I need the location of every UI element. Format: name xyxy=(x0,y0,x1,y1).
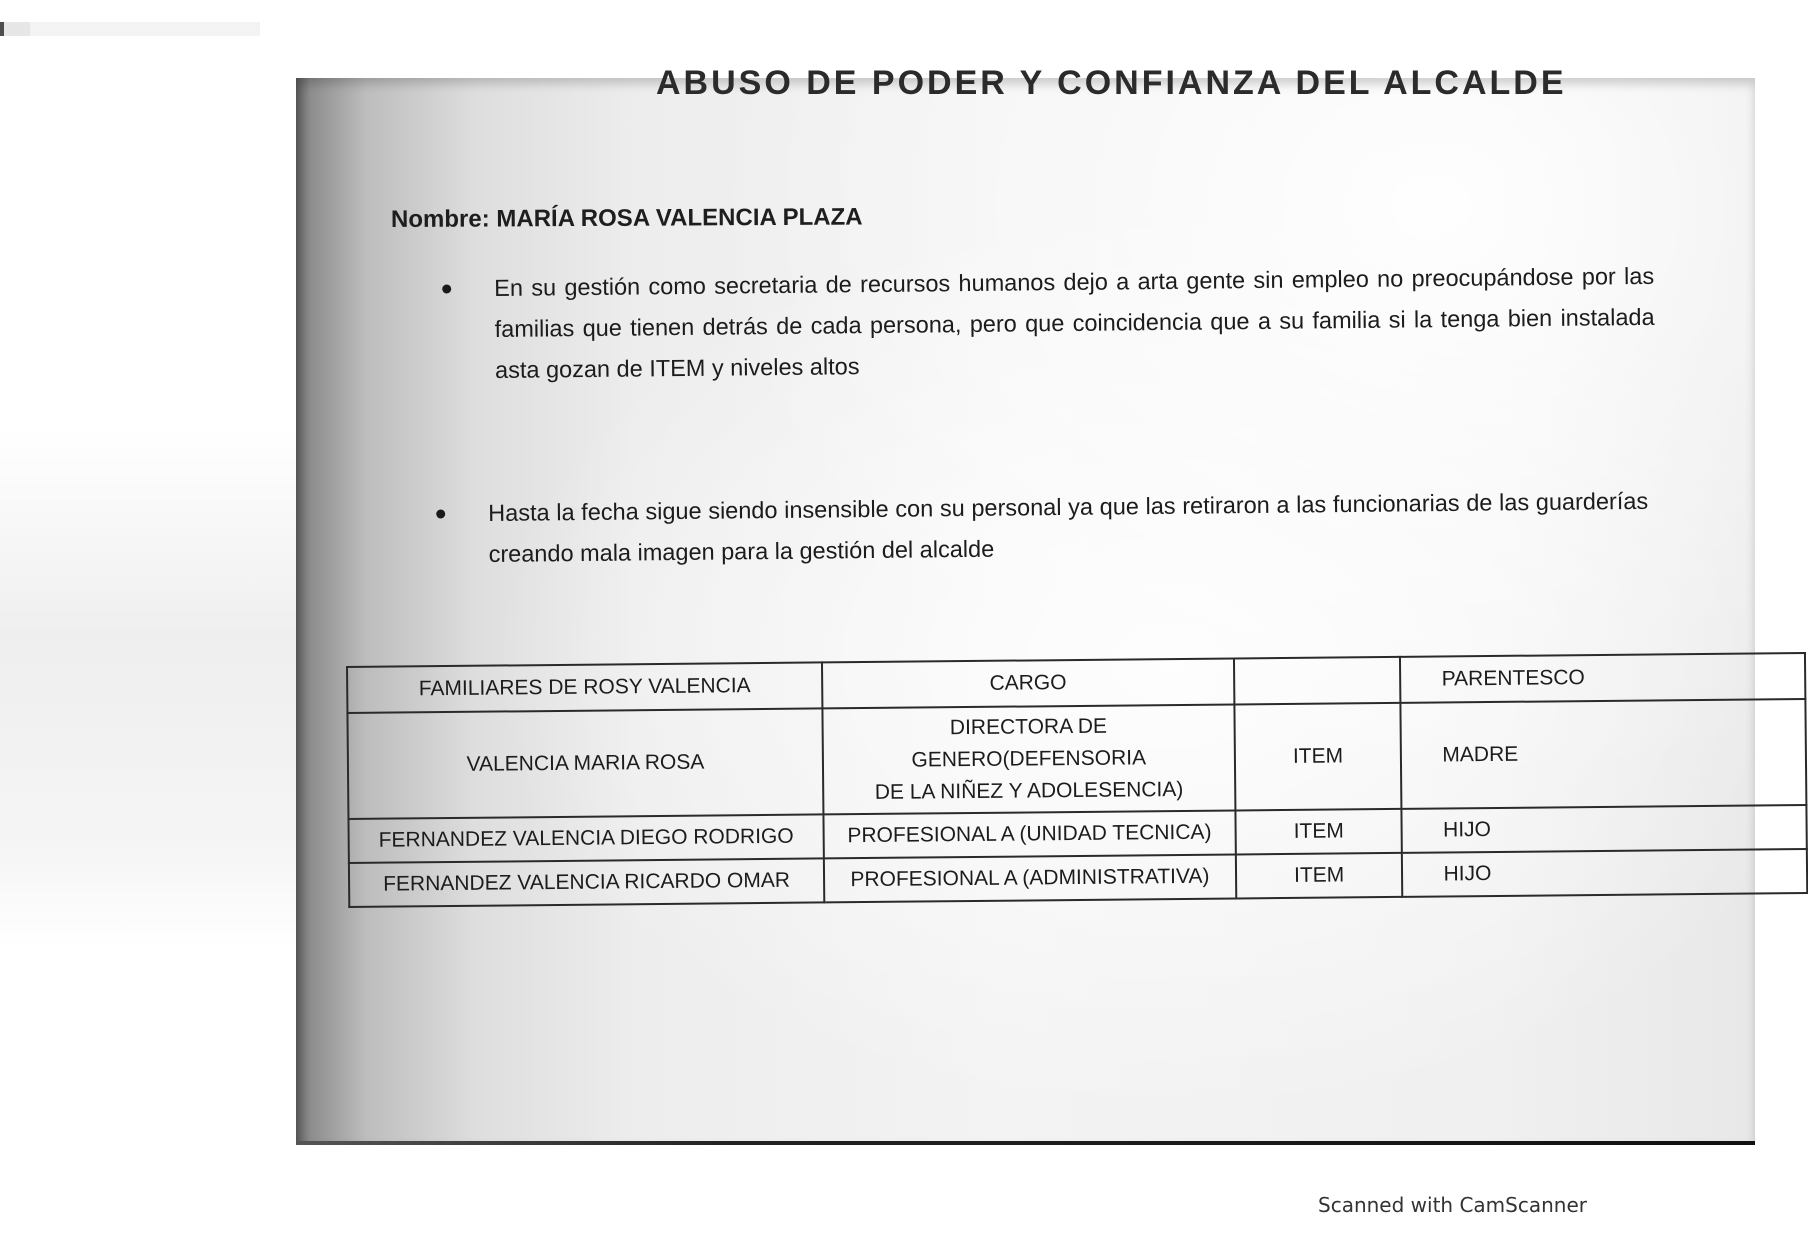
cell-parentesco: HIJO xyxy=(1402,805,1807,853)
cell-name: FERNANDEZ VALENCIA RICARDO OMAR xyxy=(349,858,824,907)
document-heading-text: ABUSO DE PODER Y CONFIANZA DEL ALCALDE xyxy=(656,64,1567,102)
bullet-text: Hasta la fecha sigue siendo insensible con su personal ya que las retiraron a las funcionarias de las guarderías creando mala imagen para la gestión del alcalde xyxy=(488,487,1649,567)
scan-edge-smudge xyxy=(0,22,260,36)
cell-tipo: ITEM xyxy=(1236,853,1403,899)
header-cargo: CARGO xyxy=(822,658,1234,708)
bullet-text: En su gestión como secretaria de recursos humanos dejo a arta gente sin empleo no preocupándose por las familias que tienen detrás de cada persona, pero que coincidencia que a su familia si la tenga bien instalada asta gozan de ITEM y niveles altos xyxy=(494,262,1655,383)
cell-name: VALENCIA MARIA ROSA xyxy=(347,708,823,819)
cell-cargo-line: DIRECTORA DE GENERO(DEFENSORIA xyxy=(911,714,1147,772)
cell-cargo xyxy=(822,704,1235,814)
header-empty xyxy=(1234,657,1401,705)
relatives-table xyxy=(346,652,1808,908)
scanned-page xyxy=(296,64,1755,1141)
header-familiares: FAMILIARES DE ROSY VALENCIA xyxy=(347,662,822,713)
bullet-dot-icon xyxy=(436,509,445,518)
cell-cargo: PROFESIONAL A (ADMINISTRATIVA) xyxy=(824,854,1236,902)
header-parentesco: PARENTESCO xyxy=(1400,653,1805,703)
cell-cargo-line: DE LA NIÑEZ Y ADOLESENCIA) xyxy=(874,777,1184,804)
table-row xyxy=(347,699,1806,819)
scan-shadow xyxy=(0,430,300,950)
cell-tipo: ITEM xyxy=(1234,703,1402,811)
page-bottom-edge xyxy=(296,1141,1755,1145)
cell-parentesco: HIJO xyxy=(1402,849,1807,897)
subject-name: Nombre: MARÍA ROSA VALENCIA PLAZA xyxy=(390,203,863,233)
bullet-dot-icon xyxy=(442,284,451,293)
cell-cargo: PROFESIONAL A (UNIDAD TECNICA) xyxy=(823,810,1235,858)
scanner-watermark: Scanned with CamScanner xyxy=(1318,1193,1587,1217)
cell-tipo: ITEM xyxy=(1235,809,1402,855)
cell-name: FERNANDEZ VALENCIA DIEGO RODRIGO xyxy=(348,814,823,863)
bullet-point xyxy=(494,256,1655,391)
bullet-point xyxy=(488,481,1649,575)
cell-parentesco: MADRE xyxy=(1401,699,1807,809)
document-heading xyxy=(656,56,1567,102)
